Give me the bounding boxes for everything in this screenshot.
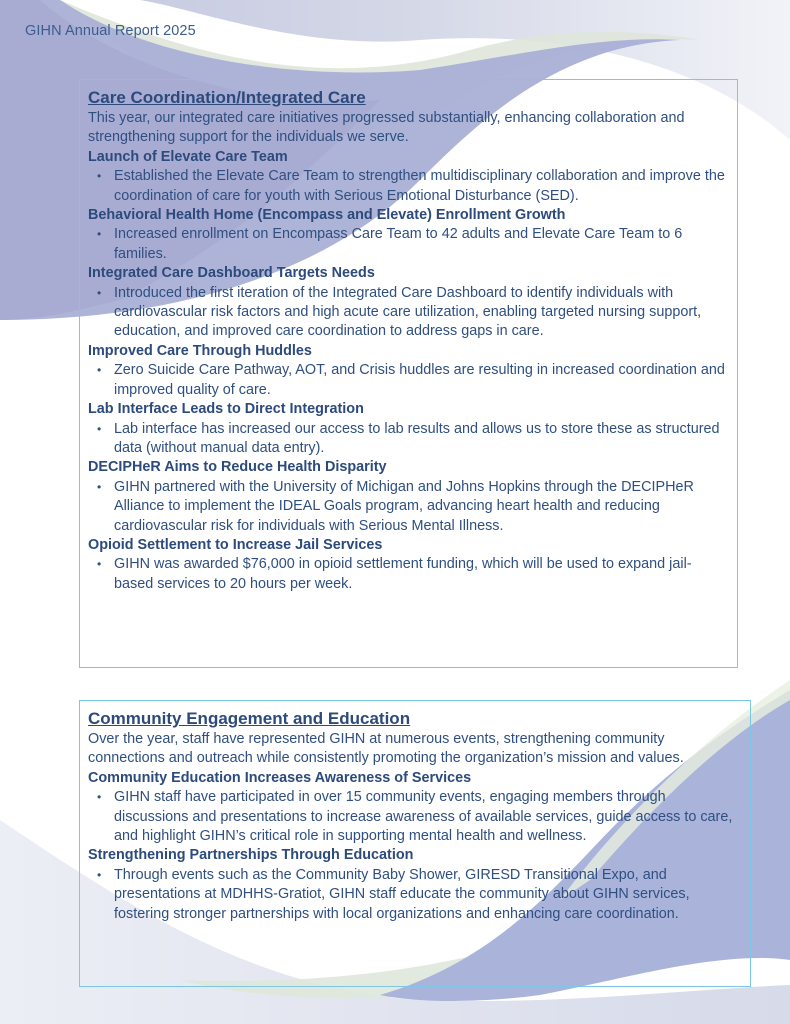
item-huddles [88, 342, 727, 400]
bullet-icon: • [97, 479, 102, 494]
section-title: Community Engagement and Education [88, 709, 411, 728]
list-item [97, 420, 727, 459]
section-intro: This year, our integrated care initiatives progressed substantially, enhancing collaboration and strengthening support for the individuals we serve. [88, 110, 685, 146]
item-partnerships [88, 846, 740, 924]
bullet-text: Established the Elevate Care Team to strengthen multidisciplinary collaboration and improve the coordination of care for youth with Serious Emotional Disturbance (SED). [114, 168, 725, 204]
list-item [97, 478, 727, 536]
section-title: Care Coordination/Integrated Care [88, 88, 366, 107]
bullet-text: Zero Suicide Care Pathway, AOT, and Crisis huddles are resulting in increased coordination and improved quality of care. [114, 362, 725, 398]
bullet-text: Introduced the first iteration of the Integrated Care Dashboard to identify individuals with cardiovascular risk factors and high acute care utilization, enabling targeted nursing support, education, and improved care coordination to address gaps in care. [114, 284, 702, 340]
item-heading: Opioid Settlement to Increase Jail Services [88, 536, 383, 553]
list-item [97, 555, 727, 594]
bullet-icon: • [97, 227, 102, 242]
bullet-icon: • [97, 790, 102, 805]
list-item [97, 225, 727, 264]
report-title: GIHN Annual Report 2025 [25, 23, 196, 39]
item-heading: DECIPHeR Aims to Reduce Health Disparity [88, 459, 387, 476]
bullet-text: Lab interface has increased our access to lab results and allows us to store these as structured data (without manual data entry). [114, 420, 720, 456]
item-heading: Improved Care Through Huddles [88, 342, 312, 359]
item-elevate-launch [88, 148, 727, 206]
list-item [97, 167, 727, 206]
bullet-icon: • [97, 867, 102, 882]
item-heading: Behavioral Health Home (Encompass and Elevate) Enrollment Growth [88, 207, 566, 224]
item-community-education [88, 769, 740, 847]
bullet-text: GIHN partnered with the University of Michigan and Johns Hopkins through the DECIPHeR Alliance to implement the IDEAL Goals program, advancing heart health and reducing cardiovascular risk for individuals with Serious Mental Illness. [114, 478, 694, 534]
bullet-icon: • [97, 285, 102, 300]
bullet-icon: • [97, 557, 102, 572]
item-dashboard [88, 264, 727, 342]
section-care-coordination [79, 79, 738, 668]
list-item [97, 866, 740, 924]
bullet-icon: • [97, 363, 102, 378]
item-heading: Strengthening Partnerships Through Education [88, 847, 414, 864]
list-item [97, 284, 727, 342]
item-opioid-settlement [88, 536, 727, 594]
list-item [97, 361, 727, 400]
bullet-text: GIHN staff have participated in over 15 community events, engaging members through discussions and presentations to increase awareness of available services, guide access to care, and highlight GIHN’s critical role in supporting mental health and wellness. [114, 789, 733, 845]
section-community-engagement [79, 700, 751, 987]
item-heading: Lab Interface Leads to Direct Integration [88, 401, 364, 418]
item-heading: Launch of Elevate Care Team [88, 148, 288, 165]
bullet-icon: • [97, 169, 102, 184]
section-intro: Over the year, staff have represented GIHN at numerous events, strengthening community connections and outreach while consistently promoting the organization’s mission and values. [88, 731, 684, 767]
bullet-text: GIHN was awarded $76,000 in opioid settlement funding, which will be used to expand jail-based services to 20 hours per week. [114, 556, 692, 592]
bullet-text: Through events such as the Community Baby Shower, GIRESD Transitional Expo, and presentations at MDHHS-Gratiot, GIHN staff educate the community about GIHN services, fostering stronger partnerships with local organizations and enhancing care coordination. [114, 866, 690, 922]
item-heading: Integrated Care Dashboard Targets Needs [88, 265, 375, 282]
item-decipher [88, 458, 727, 536]
bullet-text: Increased enrollment on Encompass Care Team to 42 adults and Elevate Care Team to 6 families. [114, 226, 683, 262]
item-enrollment-growth [88, 206, 727, 264]
item-lab-interface [88, 400, 727, 458]
bullet-icon: • [97, 421, 102, 436]
list-item [97, 788, 740, 846]
item-heading: Community Education Increases Awareness of Services [88, 769, 472, 786]
